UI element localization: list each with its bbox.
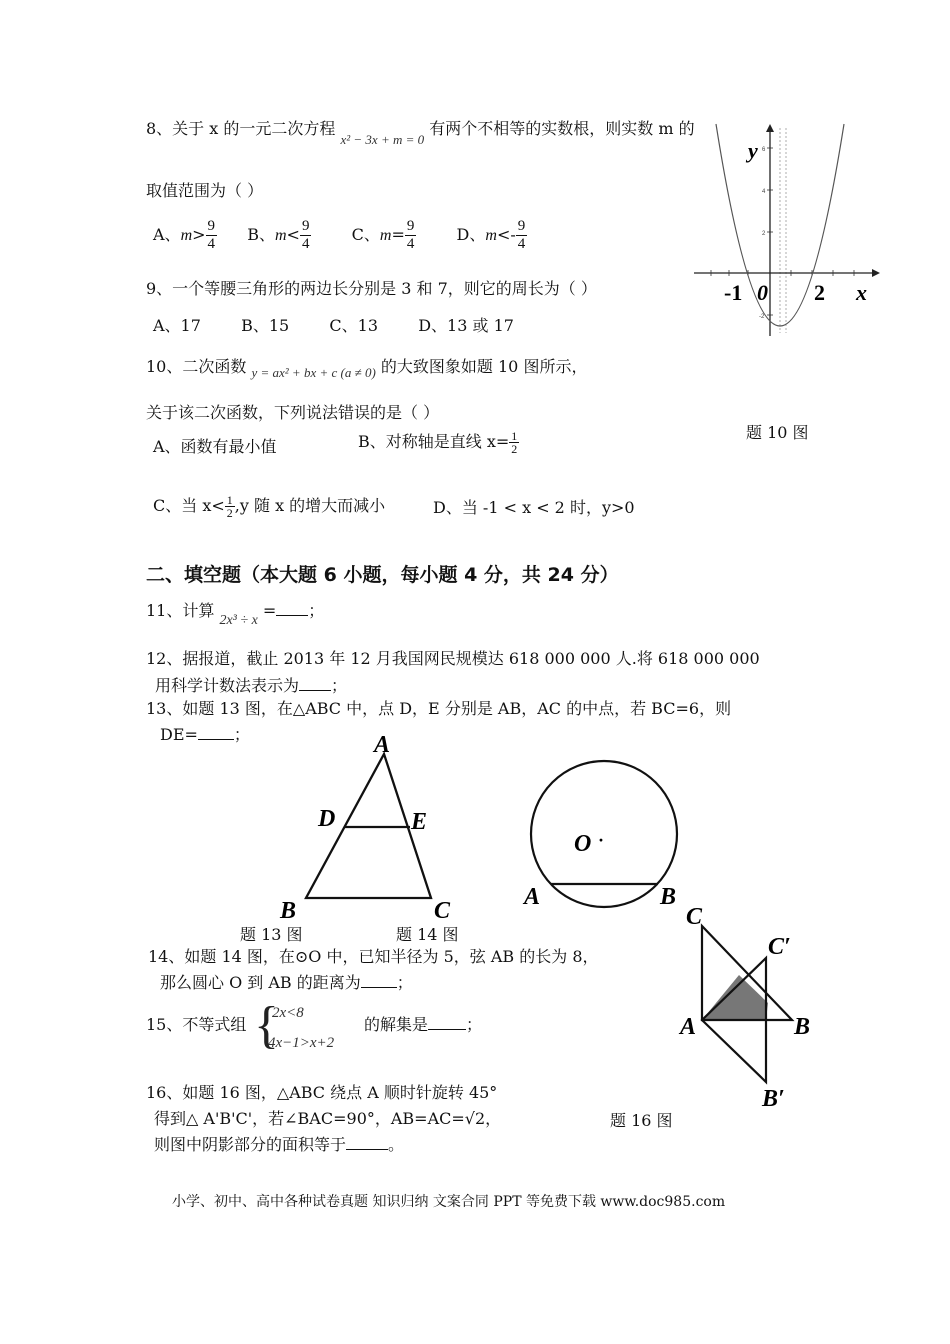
q13-triangle-figure xyxy=(280,728,470,924)
q16-line3: 则图中阴影部分的面积等于 。 xyxy=(154,1135,405,1154)
q8-line2: 取值范围为（ ） xyxy=(146,181,264,200)
q11-answer-blank xyxy=(276,615,308,616)
q16-label-B-prime: B′ xyxy=(762,1086,785,1112)
q10-tick-4: 4 xyxy=(762,189,766,195)
q10-option-b: B、对称轴是直线 x= $\frac{1}{2}$ xyxy=(358,429,518,456)
q13-line1: 13、如题 13 图，在△ABC 中，点 D，E 分别是 AB，AC 的中点，若 BC=6，则 xyxy=(146,699,732,718)
q14-answer-blank xyxy=(361,987,397,988)
q10-y-label: y xyxy=(748,138,758,163)
q10-label-origin: 0 xyxy=(757,280,768,305)
q9-option-c: C、13 xyxy=(329,316,379,335)
q15-label: 15、不等式组 xyxy=(146,1015,247,1034)
q10-option-c: C、当 x< $\frac{1}{2}$ ,y 随 x 的增大而减小 xyxy=(153,493,386,520)
q8-option-b: B、m< $\frac{9}{4}$ xyxy=(247,218,310,252)
q10-line2: 关于该二次函数，下列说法错误的是（ ） xyxy=(146,403,440,422)
q14-circle-figure xyxy=(520,760,690,912)
q12-line2: 用科学计数法表示为 ； xyxy=(155,676,348,695)
q13-line2: DE= ； xyxy=(160,725,250,744)
q16-label-A: A xyxy=(680,1014,697,1040)
q8-option-c: C、m= $\frac{9}{4}$ xyxy=(351,218,415,252)
q15-brace: { xyxy=(254,997,279,1054)
footer-text: 小学、初中、高中各种试卷真题 知识归纳 文案合同 PPT 等免费下载 www.doc985.com xyxy=(172,1194,726,1210)
q13-label-D: D xyxy=(318,806,336,832)
q14-label-B: B xyxy=(660,884,677,910)
q10-tick-m2: -2 xyxy=(759,314,765,320)
q8-option-d: D、m<- $\frac{9}{4}$ xyxy=(456,218,526,252)
q13-label-A: A xyxy=(374,732,391,758)
q13-label-B: B xyxy=(280,898,297,924)
q10-equation: y = ax² + bx + c (a ≠ 0) xyxy=(251,365,376,380)
q15-answer-blank xyxy=(428,1029,466,1030)
q10-label-neg1: -1 xyxy=(724,280,743,305)
q14-label-A: A xyxy=(524,884,541,910)
q11-expression: 2x³ ÷ x xyxy=(219,613,258,628)
q8-line1: 8、关于 x 的一元二次方程 $_{x^2 - 3x + m = 0}$ 有两个不相等的实数根，则实数 m 的 xyxy=(146,119,695,147)
q13-label-C: C xyxy=(434,898,451,924)
q10-tick-2: 2 xyxy=(762,231,766,237)
q9-text: 9、一个等腰三角形的两边长分别是 3 和 7，则它的周长为（ ） xyxy=(146,279,597,298)
q8-option-a: A、m> $\frac{9}{4}$ xyxy=(153,218,216,252)
q9-option-d: D、13 或 17 xyxy=(418,316,514,335)
q16-answer-blank xyxy=(346,1149,388,1150)
q15-tail: 的解集是 ； xyxy=(364,1015,483,1034)
q8-options xyxy=(153,218,527,253)
q15-inequality-1: 2x<8 xyxy=(272,1005,304,1021)
q14-line1: 14、如题 14 图，在⊙O 中，已知半径为 5，弦 AB 的长为 8， xyxy=(148,947,599,966)
q8-equation: x² − 3x + m = 0 xyxy=(340,132,425,147)
q16-line2: 得到△ A'B'C'，若∠BAC=90°，AB=AC=√2， xyxy=(154,1109,502,1128)
q12-answer-blank xyxy=(299,690,331,691)
q10-tick-6: 6 xyxy=(762,147,766,153)
q12-line1: 12、据报道，截止 2013 年 12 月我国网民规模达 618 000 000 人.将 618 000 000 xyxy=(146,649,760,668)
q10-x-label: x xyxy=(856,280,867,305)
q14-label-O: O xyxy=(574,831,592,857)
q10-option-d: D、当 -1 < x < 2 时，y>0 xyxy=(433,498,635,517)
q16-caption: 题 16 图 xyxy=(610,1111,673,1130)
q9-options xyxy=(153,315,514,337)
q9-option-a: A、17 xyxy=(153,316,201,335)
q10-line1: 10、二次函数 $_{y = ax^2 + bx + c (a \ne 0)}$ 的大致图象如题 10 图所示， xyxy=(146,357,588,380)
q13-caption: 题 13 图 xyxy=(240,925,303,944)
section2-title: 二、填空题（本大题 6 小题，每小题 4 分，共 24 分） xyxy=(146,564,619,586)
q15-inequality-2: 4x−1>x+2 xyxy=(268,1035,335,1051)
q16-label-C: C xyxy=(686,904,703,930)
q14-line2: 那么圆心 O 到 AB 的距离为 ； xyxy=(160,973,413,992)
q13-answer-blank xyxy=(198,739,234,740)
q14-center-dot: · xyxy=(598,830,605,850)
q9-option-b: B、15 xyxy=(241,316,290,335)
q16-line1: 16、如题 16 图，△ABC 绕点 A 顺时针旋转 45° xyxy=(146,1083,498,1102)
q16-rotation-figure xyxy=(680,900,830,1112)
q11-line: 11、计算 2x³ ÷ x = ； xyxy=(146,601,325,628)
q10-label-2: 2 xyxy=(814,280,825,305)
q14-caption: 题 14 图 xyxy=(396,925,459,944)
q13-label-E: E xyxy=(411,809,428,835)
q10-option-a: A、函数有最小值 xyxy=(153,437,277,456)
q16-label-C-prime: C′ xyxy=(768,934,791,960)
q16-label-B: B xyxy=(794,1014,811,1040)
q10-figure-caption: 题 10 图 xyxy=(746,423,809,442)
q10-parabola-graph xyxy=(686,118,886,340)
